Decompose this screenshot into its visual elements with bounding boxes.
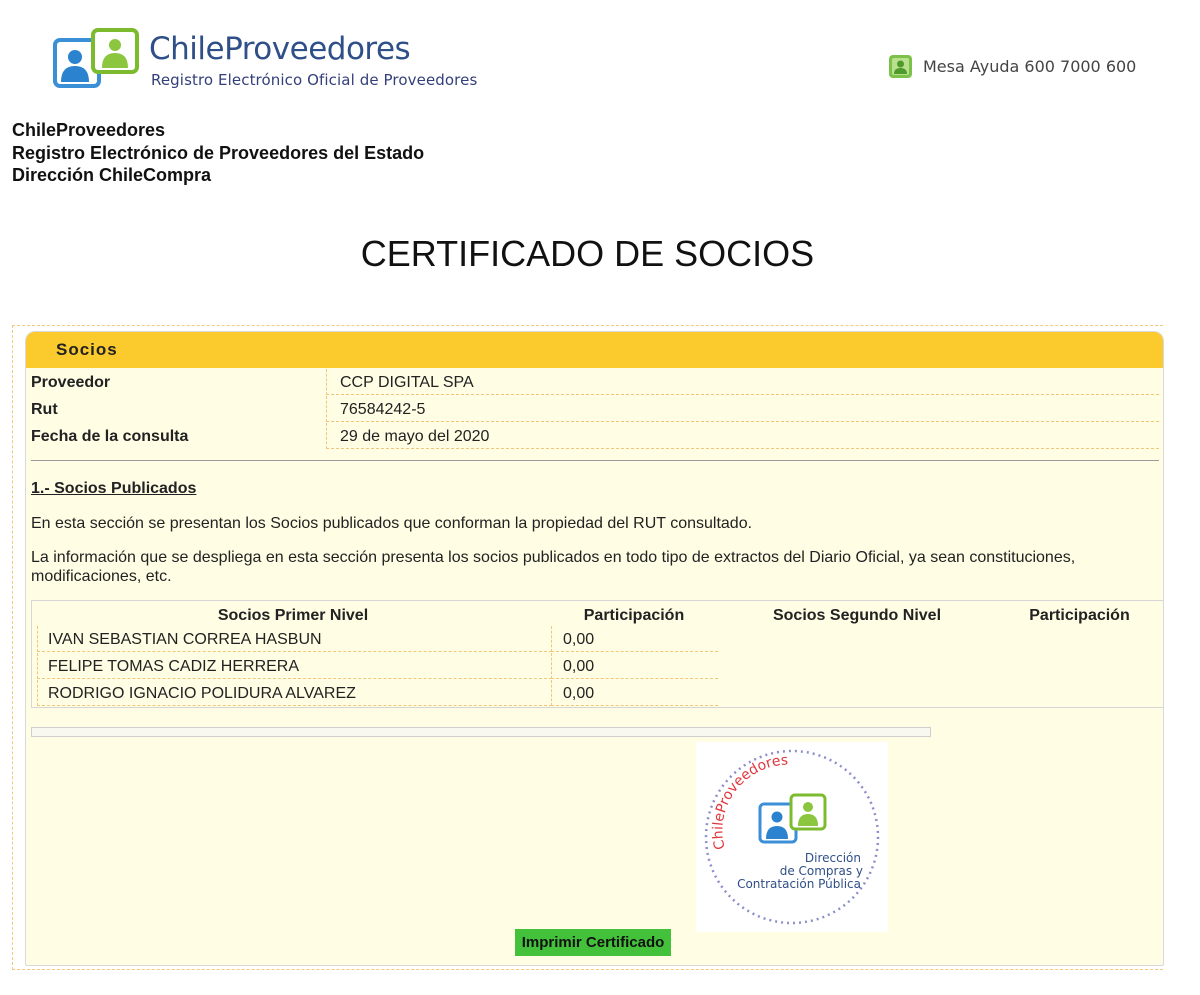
- info-value-cell: [326, 369, 1159, 395]
- partner-name: IVAN SEBASTIAN CORREA HASBUN: [48, 631, 322, 648]
- table-row: [37, 653, 722, 680]
- org-line: Dirección ChileCompra: [12, 165, 212, 185]
- helpdesk-phone-icon: [888, 54, 913, 79]
- section-paragraph: La información que se despliega en esta sección presenta los socios publicados en todo tipo de extractos del Diario Oficial, ya sean constituciones, modificaciones, etc.: [31, 549, 1076, 585]
- table-row: [37, 680, 722, 707]
- panel-header: [26, 332, 1163, 368]
- section-paragraph: En esta sección se presentan los Socios publicados que conforman la propiedad del RUT consultado.: [31, 515, 753, 532]
- info-value-cell: [326, 423, 1159, 449]
- info-row-fecha: [26, 423, 1163, 450]
- column-header: Socios Primer Nivel: [217, 607, 369, 624]
- partner-name: RODRIGO IGNACIO POLIDURA ALVAREZ: [48, 685, 356, 702]
- seal-line1: Dirección: [804, 851, 861, 865]
- column-header: Participación: [1029, 607, 1130, 624]
- section-title: 1.- Socios Publicados: [31, 480, 197, 497]
- partner-name: FELIPE TOMAS CADIZ HERRERA: [48, 658, 300, 675]
- org-line: Registro Electrónico de Proveedores del Estado: [12, 142, 425, 163]
- seal-arc-text: ChileProveedores: [710, 752, 789, 852]
- brand-name: ChileProveedores: [149, 31, 411, 67]
- info-label: Fecha de la consulta: [31, 428, 189, 445]
- participation-cell: [551, 626, 718, 652]
- column-header: Participación: [583, 607, 685, 624]
- print-certificate-button[interactable]: Imprimir Certificado: [515, 929, 671, 956]
- empty-bar: [31, 727, 931, 737]
- seal-people-icon: [760, 795, 825, 842]
- participation-cell: [551, 653, 718, 679]
- people-logo-icon: [52, 26, 142, 94]
- seal-graphic: [696, 742, 888, 932]
- partner-name-cell: [37, 626, 552, 652]
- helpdesk: [888, 54, 1136, 79]
- participation-value: 0,00: [563, 631, 595, 648]
- brand-tagline: Registro Electrónico Oficial de Proveedores: [151, 71, 478, 89]
- chileproveedores-logo: [52, 26, 482, 96]
- partner-name-cell: [37, 680, 552, 706]
- info-value: CCP DIGITAL SPA: [340, 374, 474, 391]
- page-title: CERTIFICADO DE SOCIOS: [360, 233, 815, 274]
- official-seal: [696, 742, 888, 932]
- partner-name-cell: [37, 653, 552, 679]
- seal-line2: de Compras y: [779, 864, 863, 878]
- info-value: 76584242-5: [340, 401, 426, 418]
- socios-panel: [25, 331, 1164, 966]
- info-label: Proveedor: [31, 374, 111, 391]
- info-value-cell: [326, 396, 1159, 422]
- org-line: ChileProveedores: [12, 120, 166, 140]
- organization-header: [12, 119, 424, 187]
- panel-header-label: Socios: [56, 340, 118, 359]
- participation-value: 0,00: [563, 685, 595, 702]
- info-label: Rut: [31, 401, 58, 418]
- socios-table: [31, 600, 1164, 708]
- participation-value: 0,00: [563, 658, 595, 675]
- info-row-rut: [26, 396, 1163, 423]
- divider: [31, 460, 1159, 461]
- table-row: [37, 626, 722, 653]
- helpdesk-label: Mesa Ayuda 600 7000 600: [923, 57, 1137, 76]
- seal-line3: Contratación Pública: [737, 877, 861, 891]
- info-value: 29 de mayo del 2020: [340, 428, 490, 445]
- column-header: Socios Segundo Nivel: [772, 607, 942, 624]
- participation-cell: [551, 680, 718, 706]
- info-row-proveedor: [26, 369, 1163, 396]
